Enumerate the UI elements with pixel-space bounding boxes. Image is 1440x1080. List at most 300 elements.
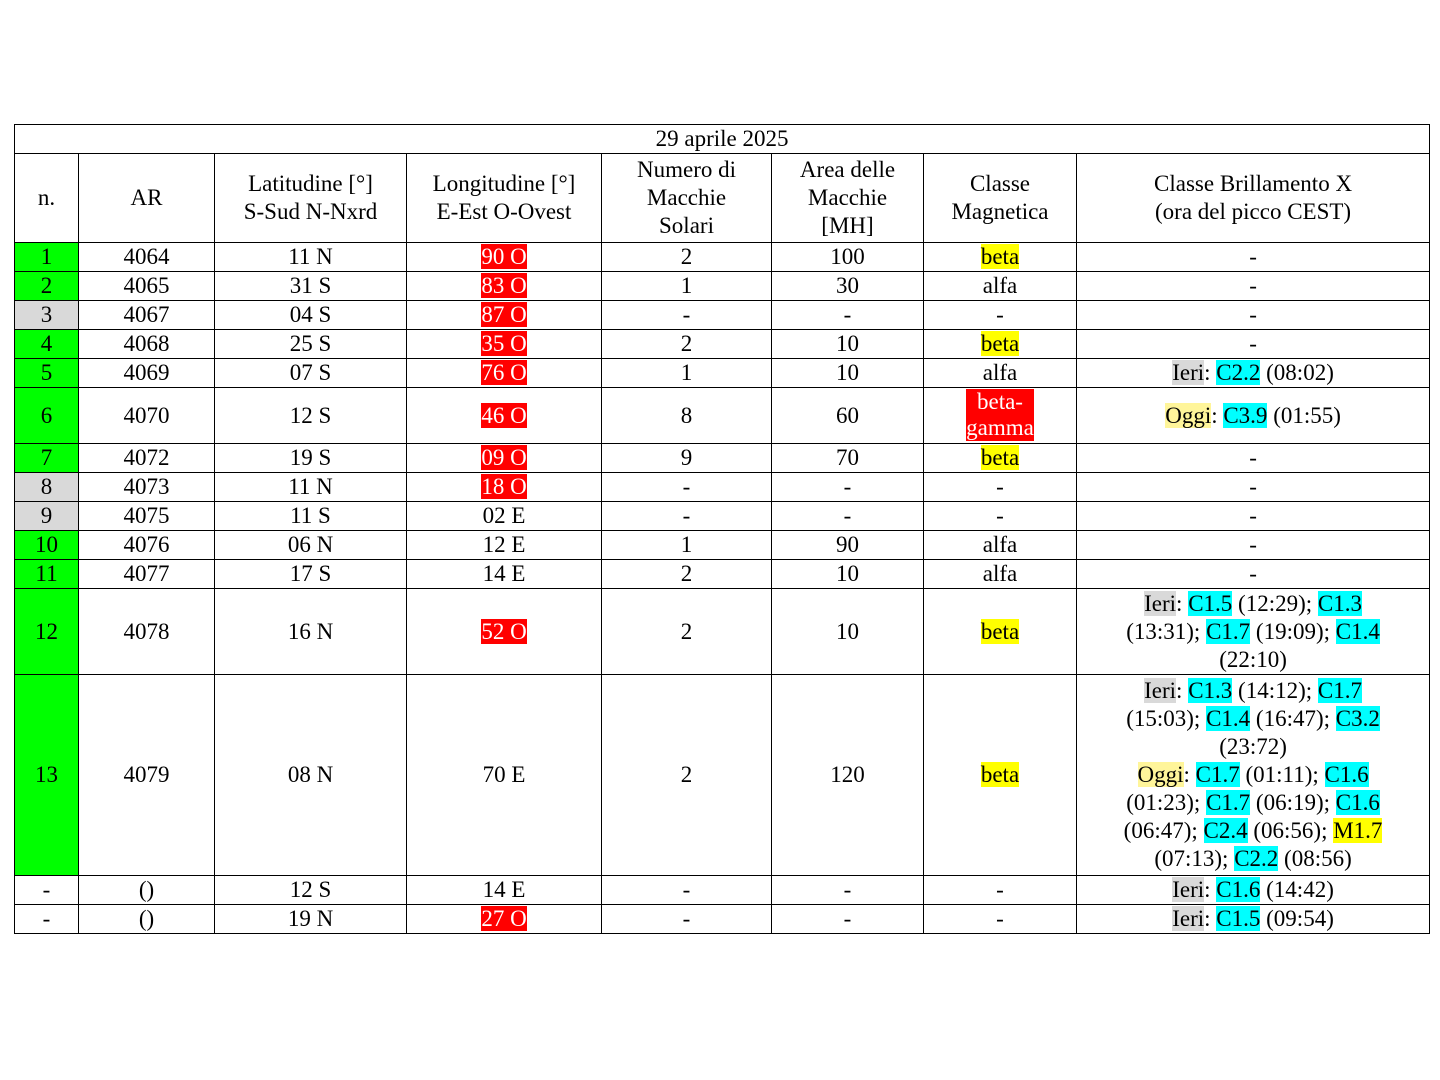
cell-flare-class [1077, 359, 1430, 388]
longitude-value: 27 O [481, 906, 527, 931]
cell-longitude [407, 359, 602, 388]
table-row [15, 589, 1430, 675]
cell-number [15, 589, 79, 675]
region-number: 2 [40, 273, 53, 298]
day-label-ieri: Ieri [1144, 678, 1177, 703]
sunspot-count: - [682, 877, 691, 902]
longitude-value: 70 E [482, 762, 526, 787]
flare-line [1077, 789, 1429, 817]
region-number: - [42, 877, 51, 902]
flare-line [1077, 905, 1429, 933]
cell-ar [79, 272, 215, 301]
flare-line [1077, 502, 1429, 530]
cell-number [15, 243, 79, 272]
sunspot-report-table [14, 124, 1430, 934]
flare-class-badge: C2.4 [1203, 818, 1248, 843]
cell-sunspot-area [772, 502, 924, 531]
header-sunspot-count: Numero di Macchie Solari [602, 154, 772, 243]
cell-latitude [215, 589, 407, 675]
cell-flare-class [1077, 272, 1430, 301]
cell-number [15, 272, 79, 301]
flare-line [1077, 733, 1429, 761]
cell-flare-class [1077, 243, 1430, 272]
region-number: - [42, 906, 51, 931]
sunspot-area: - [843, 906, 852, 931]
flare-class-badge: C1.5 [1216, 906, 1261, 931]
header-latitude: Latitudine [°] S-Sud N-Nxrd [215, 154, 407, 243]
sunspot-area: 10 [836, 618, 859, 644]
latitude-value: 19 N [287, 906, 334, 931]
cell-magnetic-class [924, 589, 1077, 675]
cell-number [15, 330, 79, 359]
active-region-id: 4065 [123, 273, 170, 298]
flare-class-badge: C1.6 [1335, 790, 1380, 815]
flare-text: (08:02) [1260, 360, 1334, 385]
flare-class-badge: C1.3 [1188, 678, 1233, 703]
cell-number [15, 876, 79, 905]
cell-ar [79, 531, 215, 560]
header-ar: AR [79, 154, 215, 243]
cell-sunspot-count [602, 301, 772, 330]
cell-longitude [407, 473, 602, 502]
cell-magnetic-class [924, 905, 1077, 934]
flare-text: (09:54) [1260, 906, 1334, 931]
cell-sunspot-count [602, 905, 772, 934]
cell-sunspot-count [602, 876, 772, 905]
cell-longitude [407, 531, 602, 560]
flare-text: (01:11); [1239, 762, 1325, 787]
cell-sunspot-area [772, 905, 924, 934]
cell-longitude [407, 560, 602, 589]
day-label-ieri: Ieri [1144, 590, 1177, 616]
cell-latitude [215, 531, 407, 560]
sunspot-count: 9 [680, 445, 693, 470]
flare-line [1077, 876, 1429, 904]
cell-longitude [407, 675, 602, 876]
header-magnetic-class: Classe Magnetica [924, 154, 1077, 243]
cell-latitude [215, 473, 407, 502]
flare-text: (13:31); [1126, 618, 1207, 644]
cell-ar [79, 675, 215, 876]
flare-line [1077, 359, 1429, 387]
cell-longitude [407, 388, 602, 444]
flare-line [1077, 705, 1429, 733]
cell-flare-class [1077, 444, 1430, 473]
table-row [15, 876, 1430, 905]
cell-longitude [407, 272, 602, 301]
flare-line [1077, 473, 1429, 501]
flare-line [1077, 444, 1429, 472]
sunspot-count: 2 [680, 762, 693, 787]
cell-latitude [215, 272, 407, 301]
cell-magnetic-class [924, 330, 1077, 359]
flare-text: (19:09); [1250, 618, 1336, 644]
header-flare-class: Classe Brillamento X (ora del picco CEST) [1077, 154, 1430, 243]
flare-class-badge: C1.7 [1317, 678, 1362, 703]
cell-magnetic-class [924, 473, 1077, 502]
flare-text: : [1204, 360, 1217, 385]
flare-text: (06:47); [1123, 818, 1204, 843]
cell-sunspot-area [772, 330, 924, 359]
magnetic-class: - [996, 302, 1004, 327]
flare-line [1077, 817, 1429, 845]
longitude-value: 35 O [481, 331, 527, 356]
magnetic-class: - [996, 877, 1004, 902]
flare-class-badge: C3.2 [1335, 706, 1380, 731]
flare-text: (15:03); [1126, 706, 1207, 731]
latitude-value: 11 S [290, 503, 331, 528]
table-row [15, 502, 1430, 531]
flare-class-badge: C1.7 [1206, 790, 1251, 815]
flare-text: (14:42) [1260, 877, 1334, 902]
flare-class-badge: C1.6 [1216, 877, 1261, 902]
cell-ar [79, 444, 215, 473]
flare-line [1077, 618, 1429, 646]
flare-class-badge: C1.7 [1195, 762, 1240, 787]
sunspot-count: - [682, 503, 691, 528]
active-region-id: 4072 [123, 445, 170, 470]
cell-number [15, 301, 79, 330]
latitude-value: 06 N [287, 532, 334, 557]
cell-magnetic-class [924, 444, 1077, 473]
cell-sunspot-area [772, 272, 924, 301]
sunspot-count: 8 [680, 402, 693, 428]
longitude-value: 14 E [482, 561, 526, 586]
header-sunspot-area: Area delle Macchie [MH] [772, 154, 924, 243]
magnetic-class: alfa [982, 360, 1018, 385]
active-region-id: 4079 [123, 762, 170, 787]
flare-line [1077, 646, 1429, 674]
flare-text: (06:56); [1247, 818, 1334, 843]
flare-line [1077, 330, 1429, 358]
cell-magnetic-class [924, 502, 1077, 531]
cell-flare-class [1077, 502, 1430, 531]
cell-magnetic-class [924, 243, 1077, 272]
cell-flare-class [1077, 473, 1430, 502]
cell-number [15, 388, 79, 444]
flare-line [1077, 243, 1429, 271]
cell-flare-class [1077, 388, 1430, 444]
longitude-value: 18 O [481, 474, 527, 499]
region-number: 1 [40, 244, 53, 269]
longitude-value: 76 O [481, 360, 527, 385]
cell-sunspot-area [772, 444, 924, 473]
cell-ar [79, 301, 215, 330]
sunspot-area: 30 [836, 273, 859, 298]
header-number: n. [15, 154, 79, 243]
cell-ar [79, 502, 215, 531]
latitude-value: 16 N [287, 618, 334, 644]
sunspot-area: 10 [836, 331, 859, 356]
cell-longitude [407, 589, 602, 675]
cell-magnetic-class [924, 388, 1077, 444]
sunspot-area: - [843, 503, 852, 528]
table-body [15, 243, 1430, 934]
flare-text: : [1204, 877, 1217, 902]
longitude-value: 83 O [481, 273, 527, 298]
table-row [15, 301, 1430, 330]
magnetic-class: beta [980, 445, 1020, 470]
region-number: 11 [35, 561, 58, 586]
sunspot-count: 1 [680, 532, 693, 557]
cell-flare-class [1077, 301, 1430, 330]
cell-number [15, 444, 79, 473]
cell-sunspot-area [772, 589, 924, 675]
flare-text: - [1249, 503, 1257, 528]
flare-text: (01:23); [1126, 790, 1207, 815]
active-region-id: 4076 [123, 532, 170, 557]
cell-latitude [215, 359, 407, 388]
magnetic-class: alfa [982, 532, 1018, 557]
cell-sunspot-area [772, 560, 924, 589]
flare-text: : [1176, 590, 1189, 616]
region-number: 12 [35, 618, 58, 644]
active-region-id: 4070 [123, 402, 170, 428]
table-row [15, 272, 1430, 301]
table-row [15, 560, 1430, 589]
flare-text: - [1249, 532, 1257, 557]
sunspot-count: 1 [680, 273, 693, 298]
cell-latitude [215, 330, 407, 359]
flare-class-badge: M1.7 [1333, 818, 1383, 843]
flare-class-badge: C3.9 [1223, 402, 1268, 428]
active-region-id: 4078 [123, 618, 170, 644]
flare-class-badge: C1.3 [1317, 590, 1362, 616]
flare-text: (14:12); [1232, 678, 1318, 703]
longitude-value: 02 E [482, 503, 526, 528]
cell-flare-class [1077, 905, 1430, 934]
cell-sunspot-area [772, 876, 924, 905]
cell-number [15, 905, 79, 934]
flare-text: - [1249, 244, 1257, 269]
longitude-value: 12 E [482, 532, 526, 557]
cell-flare-class [1077, 675, 1430, 876]
longitude-value: 09 O [481, 445, 527, 470]
latitude-value: 17 S [289, 561, 332, 586]
cell-flare-class [1077, 531, 1430, 560]
flare-line [1077, 301, 1429, 329]
active-region-id: 4077 [123, 561, 170, 586]
cell-sunspot-count [602, 531, 772, 560]
flare-line [1077, 272, 1429, 300]
sunspot-count: 2 [680, 331, 693, 356]
longitude-value: 90 O [481, 244, 527, 269]
flare-line [1077, 560, 1429, 588]
sunspot-area: - [843, 877, 852, 902]
cell-flare-class [1077, 330, 1430, 359]
flare-text: (01:55) [1267, 402, 1341, 428]
active-region-id: 4075 [123, 503, 170, 528]
region-number: 4 [40, 331, 53, 356]
cell-magnetic-class [924, 560, 1077, 589]
flare-line [1077, 761, 1429, 789]
region-number: 5 [40, 360, 53, 385]
cell-sunspot-count [602, 388, 772, 444]
latitude-value: 31 S [289, 273, 332, 298]
cell-number [15, 359, 79, 388]
table-row [15, 905, 1430, 934]
sunspot-area: 60 [836, 402, 859, 428]
magnetic-class: - [996, 474, 1004, 499]
flare-class-badge: C1.6 [1324, 762, 1369, 787]
latitude-value: 12 S [289, 877, 332, 902]
header-longitude: Longitudine [°] E-Est O-Ovest [407, 154, 602, 243]
cell-longitude [407, 330, 602, 359]
cell-sunspot-count [602, 330, 772, 359]
region-number: 7 [40, 445, 53, 470]
sunspot-area: 10 [836, 360, 859, 385]
active-region-id: () [138, 906, 155, 931]
cell-latitude [215, 444, 407, 473]
flare-text: : [1183, 762, 1196, 787]
region-number: 10 [35, 532, 58, 557]
magnetic-class: alfa [982, 273, 1018, 298]
magnetic-class: - [996, 503, 1004, 528]
region-number: 3 [40, 302, 53, 327]
cell-latitude [215, 675, 407, 876]
latitude-value: 11 N [288, 474, 333, 499]
cell-magnetic-class [924, 675, 1077, 876]
flare-class-badge: C1.4 [1206, 706, 1251, 731]
cell-sunspot-area [772, 531, 924, 560]
cell-magnetic-class [924, 531, 1077, 560]
table-row [15, 675, 1430, 876]
flare-line [1077, 590, 1429, 618]
latitude-value: 08 N [287, 762, 334, 787]
cell-sunspot-count [602, 502, 772, 531]
column-header-row [15, 154, 1430, 243]
day-label-ieri: Ieri [1172, 360, 1205, 385]
magnetic-class: beta [980, 618, 1020, 644]
region-number: 13 [35, 762, 58, 787]
flare-text: - [1249, 474, 1257, 499]
cell-latitude [215, 243, 407, 272]
cell-sunspot-area [772, 301, 924, 330]
latitude-value: 25 S [289, 331, 332, 356]
cell-latitude [215, 388, 407, 444]
flare-text: - [1249, 273, 1257, 298]
flare-line [1077, 531, 1429, 559]
sunspot-count: - [682, 906, 691, 931]
flare-text: (23:72) [1219, 734, 1287, 759]
flare-class-badge: C2.2 [1216, 360, 1261, 385]
cell-longitude [407, 502, 602, 531]
flare-line [1077, 677, 1429, 705]
sunspot-area: 100 [830, 244, 865, 269]
flare-text: : [1204, 906, 1217, 931]
day-label-oggi: Oggi [1137, 762, 1184, 787]
cell-sunspot-count [602, 444, 772, 473]
flare-text: (16:47); [1250, 706, 1336, 731]
region-number: 6 [40, 402, 53, 428]
day-label-ieri: Ieri [1172, 877, 1205, 902]
sunspot-area: - [843, 302, 852, 327]
magnetic-class-part: gamma [966, 415, 1034, 440]
cell-sunspot-count [602, 675, 772, 876]
table-row [15, 444, 1430, 473]
sunspot-count: 1 [680, 360, 693, 385]
cell-sunspot-area [772, 675, 924, 876]
cell-number [15, 531, 79, 560]
cell-sunspot-count [602, 272, 772, 301]
cell-latitude [215, 560, 407, 589]
magnetic-class: alfa [982, 561, 1018, 586]
cell-number [15, 473, 79, 502]
table-row [15, 473, 1430, 502]
report-date-title: 29 aprile 2025 [15, 125, 1430, 154]
cell-magnetic-class [924, 876, 1077, 905]
cell-longitude [407, 444, 602, 473]
cell-ar [79, 589, 215, 675]
flare-class-badge: C1.7 [1206, 618, 1251, 644]
cell-sunspot-area [772, 473, 924, 502]
longitude-value: 52 O [481, 618, 527, 644]
latitude-value: 11 N [288, 244, 333, 269]
flare-class-badge: C1.4 [1335, 618, 1380, 644]
active-region-id: 4069 [123, 360, 170, 385]
active-region-id: 4073 [123, 474, 170, 499]
cell-sunspot-count [602, 473, 772, 502]
cell-ar [79, 560, 215, 589]
sunspot-area: 90 [836, 532, 859, 557]
cell-longitude [407, 301, 602, 330]
day-label-ieri: Ieri [1172, 906, 1205, 931]
flare-text: - [1249, 331, 1257, 356]
cell-sunspot-count [602, 243, 772, 272]
active-region-id: () [138, 877, 155, 902]
sunspot-count: 2 [680, 244, 693, 269]
sunspot-count: - [682, 302, 691, 327]
flare-class-badge: C2.2 [1234, 846, 1279, 871]
region-number: 8 [40, 474, 53, 499]
latitude-value: 07 S [289, 360, 332, 385]
table-row [15, 330, 1430, 359]
flare-text: (07:13); [1154, 846, 1235, 871]
cell-sunspot-area [772, 243, 924, 272]
cell-ar [79, 473, 215, 502]
longitude-value: 14 E [482, 877, 526, 902]
table-row [15, 531, 1430, 560]
flare-text: - [1249, 302, 1257, 327]
cell-longitude [407, 876, 602, 905]
region-number: 9 [40, 503, 53, 528]
magnetic-class: - [996, 906, 1004, 931]
magnetic-class: beta [980, 331, 1020, 356]
flare-line [1077, 845, 1429, 873]
flare-text: - [1249, 561, 1257, 586]
sunspot-area: - [843, 474, 852, 499]
flare-text: : [1211, 402, 1224, 428]
flare-text: (06:19); [1250, 790, 1336, 815]
cell-magnetic-class [924, 301, 1077, 330]
cell-latitude [215, 905, 407, 934]
cell-latitude [215, 502, 407, 531]
flare-text: : [1176, 678, 1189, 703]
cell-sunspot-area [772, 359, 924, 388]
cell-sunspot-count [602, 589, 772, 675]
cell-magnetic-class [924, 359, 1077, 388]
sunspot-count: 2 [680, 561, 693, 586]
cell-ar [79, 905, 215, 934]
cell-ar [79, 243, 215, 272]
active-region-id: 4067 [123, 302, 170, 327]
sunspot-area: 120 [830, 762, 865, 787]
latitude-value: 12 S [289, 402, 332, 428]
cell-number [15, 502, 79, 531]
cell-ar [79, 330, 215, 359]
cell-latitude [215, 876, 407, 905]
longitude-value: 46 O [481, 402, 527, 428]
